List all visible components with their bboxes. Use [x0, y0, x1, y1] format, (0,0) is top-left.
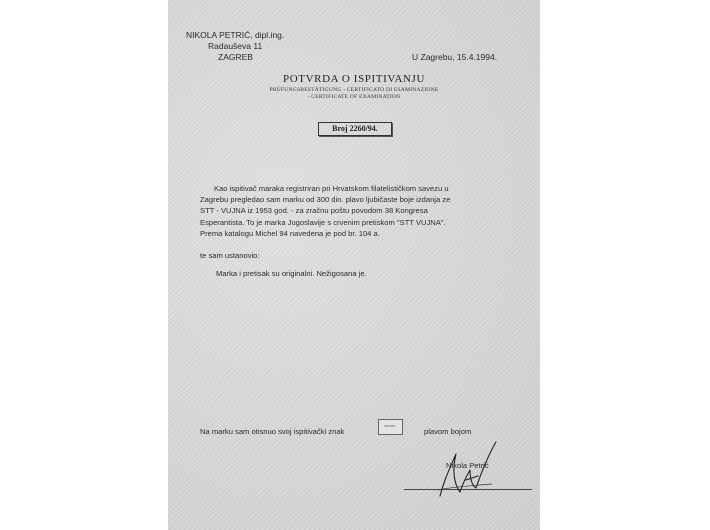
- place-date: U Zagrebu, 15.4.1994.: [412, 52, 498, 62]
- certificate-document: [168, 0, 540, 530]
- document-subtitle: PRÜFUNGSBESTÄTIGUNG - CERTIFICATO DI ESAMINAZIONE: [269, 87, 439, 93]
- body-line: Esperantista. To je marka Jugoslavije s crvenim pretiskom "STT VUJNA".: [200, 217, 446, 227]
- signer-name: Nikola Petrić: [446, 461, 489, 470]
- sender-name: NIKOLA PETRIĆ, dipl.ing.: [186, 30, 285, 40]
- body-paragraph: [200, 183, 510, 239]
- handwritten-signature: [430, 440, 500, 500]
- certificate-number: Broj 2260/94.: [318, 122, 392, 136]
- body-line: STT - VUJNA iz 1953 god. - za zračnu poštu povodom 38 Kongresa: [200, 206, 428, 216]
- sender-street: Radauševa 11: [208, 41, 263, 51]
- stamp-color-text: plavom bojom: [424, 427, 472, 436]
- stamp-mark: PETRIĆ: [384, 424, 396, 428]
- finding-text: Marka i pretisak su originalni. Nežigosana je.: [216, 269, 367, 278]
- statement-text: te sam ustanovio:: [200, 251, 260, 260]
- sender-city: ZAGREB: [218, 52, 253, 62]
- document-subtitle: - CERTIFICATE OF EXAMINATION: [307, 94, 401, 100]
- examiner-stamp: [378, 419, 403, 435]
- body-line: Prema katalogu Michel 94 navedena je pod br. 104 a.: [200, 228, 380, 238]
- stamp-note-text: Na marku sam otisnuo svoj ispitivački znak: [200, 427, 345, 436]
- body-line: Zagrebu pregledao sam marku od 300 din. plavo ljubičaste boje izdanja ze: [200, 195, 451, 205]
- document-title: POTVRDA O ISPITIVANJU: [283, 73, 425, 85]
- body-line: Kao ispitivač maraka registriran pri Hrvatskom filatelističkom savezu u: [214, 184, 449, 193]
